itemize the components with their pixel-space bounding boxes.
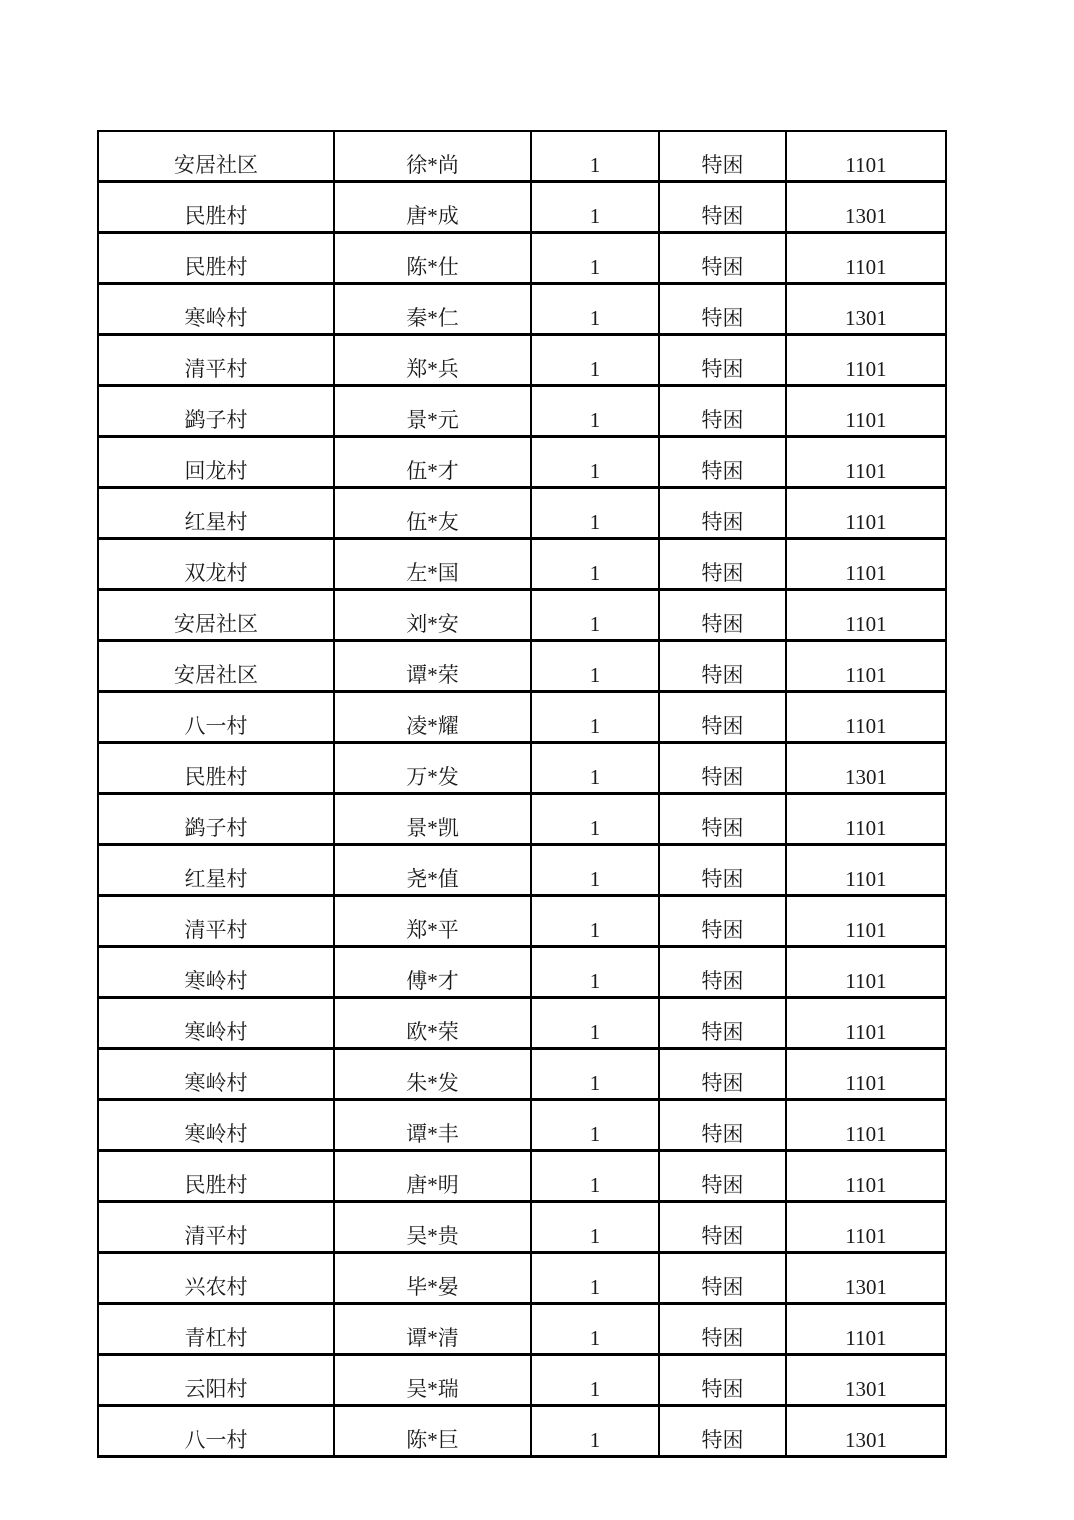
name-cell: 景*元 <box>334 386 531 437</box>
name-cell: 刘*安 <box>334 590 531 641</box>
code-cell: 1101 <box>786 1049 946 1100</box>
count-cell: 1 <box>531 1202 659 1253</box>
category-cell: 特困 <box>659 284 786 335</box>
code-cell: 1101 <box>786 539 946 590</box>
category-cell: 特困 <box>659 437 786 488</box>
count-cell: 1 <box>531 182 659 233</box>
village-cell: 云阳村 <box>98 1355 334 1406</box>
count-cell: 1 <box>531 1304 659 1355</box>
name-cell: 伍*才 <box>334 437 531 488</box>
table-row <box>98 539 946 590</box>
name-cell: 唐*明 <box>334 1151 531 1202</box>
code-cell: 1101 <box>786 1202 946 1253</box>
table-row <box>98 1253 946 1304</box>
code-cell: 1101 <box>786 692 946 743</box>
code-cell: 1101 <box>786 947 946 998</box>
count-cell: 1 <box>531 284 659 335</box>
name-cell: 陈*巨 <box>334 1406 531 1457</box>
village-cell: 青杠村 <box>98 1304 334 1355</box>
category-cell: 特困 <box>659 998 786 1049</box>
table-row <box>98 488 946 539</box>
village-cell: 清平村 <box>98 896 334 947</box>
name-cell: 秦*仁 <box>334 284 531 335</box>
table-row <box>98 1202 946 1253</box>
category-cell: 特困 <box>659 1355 786 1406</box>
village-cell: 寒岭村 <box>98 998 334 1049</box>
category-cell: 特困 <box>659 131 786 182</box>
name-cell: 尧*值 <box>334 845 531 896</box>
table-row <box>98 692 946 743</box>
village-cell: 寒岭村 <box>98 284 334 335</box>
category-cell: 特困 <box>659 488 786 539</box>
name-cell: 吴*瑞 <box>334 1355 531 1406</box>
table-row <box>98 590 946 641</box>
category-cell: 特困 <box>659 794 786 845</box>
category-cell: 特困 <box>659 1151 786 1202</box>
category-cell: 特困 <box>659 641 786 692</box>
village-cell: 民胜村 <box>98 182 334 233</box>
table-row <box>98 998 946 1049</box>
village-cell: 寒岭村 <box>98 947 334 998</box>
count-cell: 1 <box>531 1253 659 1304</box>
village-cell: 寒岭村 <box>98 1100 334 1151</box>
name-cell: 郑*平 <box>334 896 531 947</box>
code-cell: 1101 <box>786 1151 946 1202</box>
name-cell: 谭*清 <box>334 1304 531 1355</box>
code-cell: 1101 <box>786 488 946 539</box>
village-cell: 寒岭村 <box>98 1049 334 1100</box>
village-cell: 安居社区 <box>98 641 334 692</box>
name-cell: 万*发 <box>334 743 531 794</box>
code-cell: 1101 <box>786 386 946 437</box>
count-cell: 1 <box>531 641 659 692</box>
count-cell: 1 <box>531 386 659 437</box>
table-row <box>98 131 946 182</box>
village-cell: 清平村 <box>98 1202 334 1253</box>
village-cell: 双龙村 <box>98 539 334 590</box>
code-cell: 1101 <box>786 998 946 1049</box>
category-cell: 特困 <box>659 1049 786 1100</box>
village-cell: 安居社区 <box>98 590 334 641</box>
name-cell: 伍*友 <box>334 488 531 539</box>
count-cell: 1 <box>531 998 659 1049</box>
category-cell: 特困 <box>659 692 786 743</box>
table-row <box>98 896 946 947</box>
category-cell: 特困 <box>659 845 786 896</box>
code-cell: 1101 <box>786 131 946 182</box>
count-cell: 1 <box>531 488 659 539</box>
category-cell: 特困 <box>659 1406 786 1457</box>
table-row <box>98 1355 946 1406</box>
village-cell: 民胜村 <box>98 233 334 284</box>
village-cell: 回龙村 <box>98 437 334 488</box>
village-cell: 鹢子村 <box>98 386 334 437</box>
code-cell: 1101 <box>786 896 946 947</box>
category-cell: 特困 <box>659 233 786 284</box>
table-row <box>98 182 946 233</box>
name-cell: 朱*发 <box>334 1049 531 1100</box>
village-cell: 民胜村 <box>98 743 334 794</box>
count-cell: 1 <box>531 233 659 284</box>
count-cell: 1 <box>531 947 659 998</box>
table-row <box>98 284 946 335</box>
table-row <box>98 1100 946 1151</box>
table-row <box>98 335 946 386</box>
count-cell: 1 <box>531 845 659 896</box>
table-row <box>98 1406 946 1457</box>
code-cell: 1101 <box>786 641 946 692</box>
code-cell: 1101 <box>786 1304 946 1355</box>
category-cell: 特困 <box>659 947 786 998</box>
code-cell: 1301 <box>786 1355 946 1406</box>
table-body <box>98 131 946 1457</box>
code-cell: 1101 <box>786 437 946 488</box>
category-cell: 特困 <box>659 743 786 794</box>
name-cell: 欧*荣 <box>334 998 531 1049</box>
count-cell: 1 <box>531 335 659 386</box>
category-cell: 特困 <box>659 335 786 386</box>
name-cell: 谭*荣 <box>334 641 531 692</box>
table-row <box>98 743 946 794</box>
table-row <box>98 845 946 896</box>
village-cell: 兴农村 <box>98 1253 334 1304</box>
code-cell: 1301 <box>786 182 946 233</box>
name-cell: 毕*晏 <box>334 1253 531 1304</box>
village-cell: 安居社区 <box>98 131 334 182</box>
count-cell: 1 <box>531 131 659 182</box>
code-cell: 1101 <box>786 233 946 284</box>
name-cell: 左*国 <box>334 539 531 590</box>
count-cell: 1 <box>531 437 659 488</box>
village-cell: 红星村 <box>98 845 334 896</box>
name-cell: 傅*才 <box>334 947 531 998</box>
table-row <box>98 233 946 284</box>
code-cell: 1101 <box>786 590 946 641</box>
count-cell: 1 <box>531 1406 659 1457</box>
category-cell: 特困 <box>659 1100 786 1151</box>
code-cell: 1301 <box>786 284 946 335</box>
village-cell: 民胜村 <box>98 1151 334 1202</box>
village-cell: 八一村 <box>98 692 334 743</box>
table-row <box>98 794 946 845</box>
count-cell: 1 <box>531 1049 659 1100</box>
table-row <box>98 386 946 437</box>
count-cell: 1 <box>531 692 659 743</box>
code-cell: 1101 <box>786 845 946 896</box>
table-row <box>98 641 946 692</box>
name-cell: 凌*耀 <box>334 692 531 743</box>
table-row <box>98 1151 946 1202</box>
count-cell: 1 <box>531 1355 659 1406</box>
category-cell: 特困 <box>659 386 786 437</box>
name-cell: 徐*尚 <box>334 131 531 182</box>
code-cell: 1101 <box>786 1100 946 1151</box>
count-cell: 1 <box>531 590 659 641</box>
name-cell: 谭*丰 <box>334 1100 531 1151</box>
name-cell: 景*凯 <box>334 794 531 845</box>
count-cell: 1 <box>531 794 659 845</box>
village-cell: 清平村 <box>98 335 334 386</box>
code-cell: 1101 <box>786 335 946 386</box>
count-cell: 1 <box>531 743 659 794</box>
subsidy-roster-table <box>97 130 947 1458</box>
table-row <box>98 437 946 488</box>
code-cell: 1301 <box>786 743 946 794</box>
name-cell: 郑*兵 <box>334 335 531 386</box>
name-cell: 唐*成 <box>334 182 531 233</box>
table-row <box>98 1049 946 1100</box>
name-cell: 吴*贵 <box>334 1202 531 1253</box>
village-cell: 红星村 <box>98 488 334 539</box>
category-cell: 特困 <box>659 590 786 641</box>
count-cell: 1 <box>531 896 659 947</box>
count-cell: 1 <box>531 539 659 590</box>
category-cell: 特困 <box>659 182 786 233</box>
code-cell: 1101 <box>786 794 946 845</box>
count-cell: 1 <box>531 1100 659 1151</box>
village-cell: 鹢子村 <box>98 794 334 845</box>
category-cell: 特困 <box>659 1202 786 1253</box>
table-row <box>98 1304 946 1355</box>
code-cell: 1301 <box>786 1406 946 1457</box>
count-cell: 1 <box>531 1151 659 1202</box>
category-cell: 特困 <box>659 1304 786 1355</box>
category-cell: 特困 <box>659 896 786 947</box>
table-row <box>98 947 946 998</box>
code-cell: 1301 <box>786 1253 946 1304</box>
category-cell: 特困 <box>659 1253 786 1304</box>
category-cell: 特困 <box>659 539 786 590</box>
name-cell: 陈*仕 <box>334 233 531 284</box>
village-cell: 八一村 <box>98 1406 334 1457</box>
